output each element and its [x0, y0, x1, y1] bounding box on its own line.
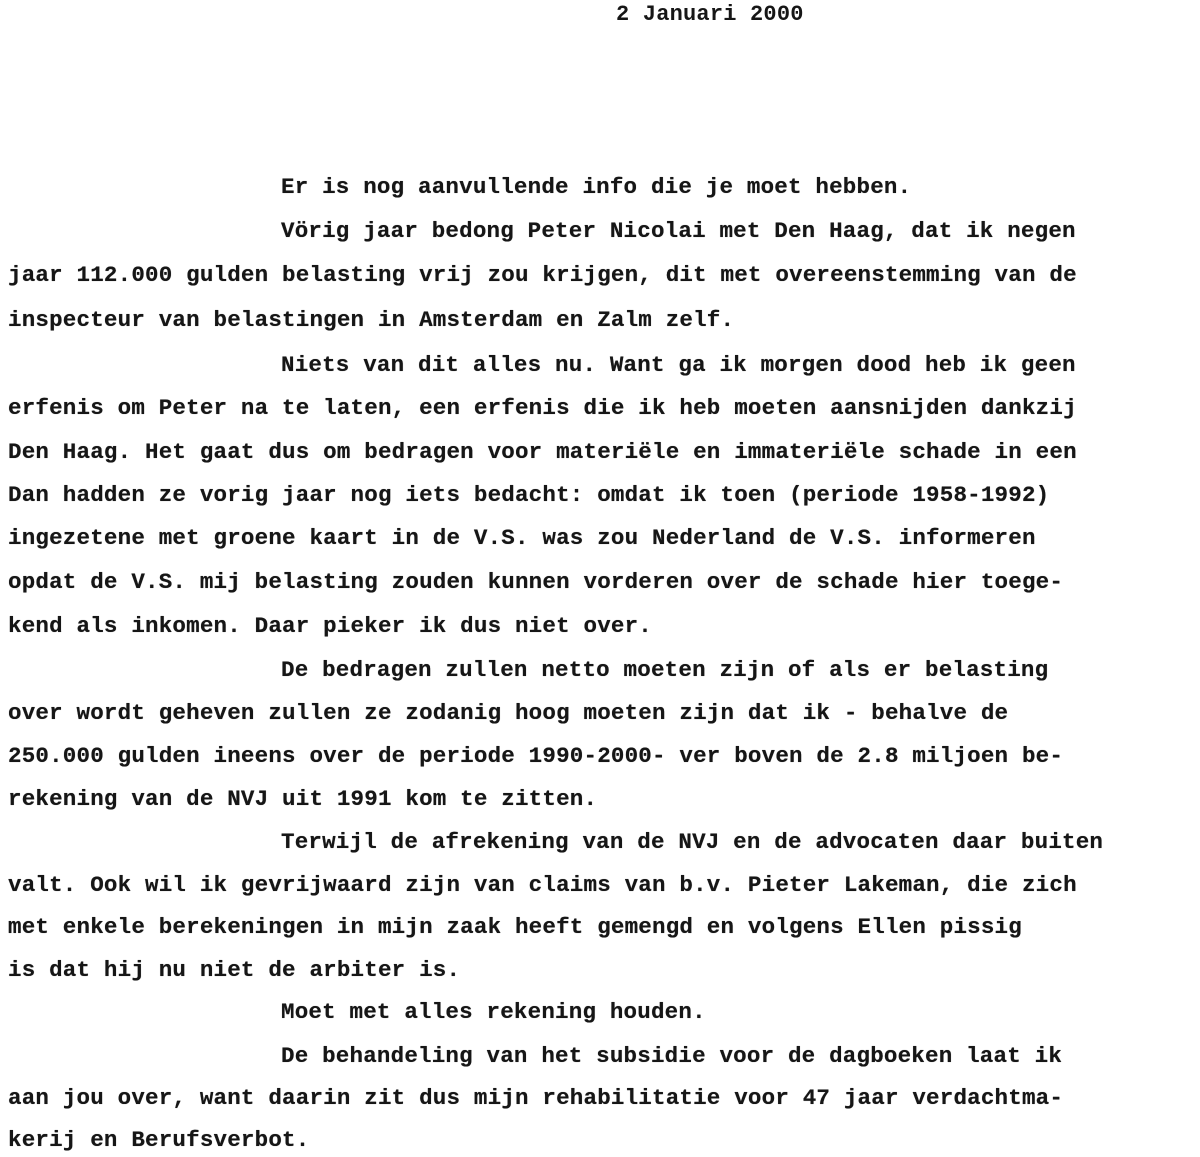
letter-line-6: erfenis om Peter na te laten, een erfenis die ik heb moeten aansnijden dankzij [8, 395, 1077, 421]
letter-line-19: is dat hij nu niet de arbiter is. [8, 957, 461, 983]
letter-line-7: Den Haag. Het gaat dus om bedragen voor materiële en immateriële schade in een [8, 439, 1077, 465]
letter-line-1: Er is nog aanvullende info die je moet hebben. [281, 174, 912, 200]
letter-line-17: valt. Ook wil ik gevrijwaard zijn van claims van b.v. Pieter Lakeman, die zich [8, 872, 1077, 898]
letter-line-10: opdat de V.S. mij belasting zouden kunnen vorderen over de schade hier toege- [8, 569, 1064, 595]
letter-line-14: 250.000 gulden ineens over de periode 1990-2000- ver boven de 2.8 miljoen be- [8, 743, 1064, 769]
letter-line-2: Vörig jaar bedong Peter Nicolai met Den Haag, dat ik negen [281, 218, 1076, 244]
letter-line-11: kend als inkomen. Daar pieker ik dus niet over. [8, 613, 653, 639]
letter-line-21: De behandeling van het subsidie voor de dagboeken laat ik [281, 1043, 1063, 1069]
letter-line-9: ingezetene met groene kaart in de V.S. was zou Nederland de V.S. informeren [8, 525, 1036, 551]
letter-line-3: jaar 112.000 gulden belasting vrij zou krijgen, dit met overeenstemming van de [8, 262, 1077, 288]
letter-line-16: Terwijl de afrekening van de NVJ en de advocaten daar buiten [281, 829, 1104, 855]
letter-line-20: Moet met alles rekening houden. [281, 999, 706, 1025]
letter-line-5: Niets van dit alles nu. Want ga ik morgen dood heb ik geen [281, 352, 1076, 378]
letter-date: 2 Januari 2000 [616, 2, 804, 27]
letter-line-22: aan jou over, want daarin zit dus mijn rehabilitatie voor 47 jaar verdachtma- [8, 1085, 1064, 1111]
letter-line-8: Dan hadden ze vorig jaar nog iets bedacht: omdat ik toen (periode 1958-1992) [8, 482, 1050, 508]
letter-line-13: over wordt geheven zullen ze zodanig hoog moeten zijn dat ik - behalve de [8, 700, 1009, 726]
letter-line-18: met enkele berekeningen in mijn zaak heeft gemengd en volgens Ellen pissig [8, 914, 1022, 940]
letter-line-15: rekening van de NVJ uit 1991 kom te zitten. [8, 786, 598, 812]
letter-line-23: kerij en Berufsverbot. [8, 1127, 310, 1153]
letter-line-4: inspecteur van belastingen in Amsterdam en Zalm zelf. [8, 307, 735, 333]
letter-line-12: De bedragen zullen netto moeten zijn of als er belasting [281, 657, 1049, 683]
